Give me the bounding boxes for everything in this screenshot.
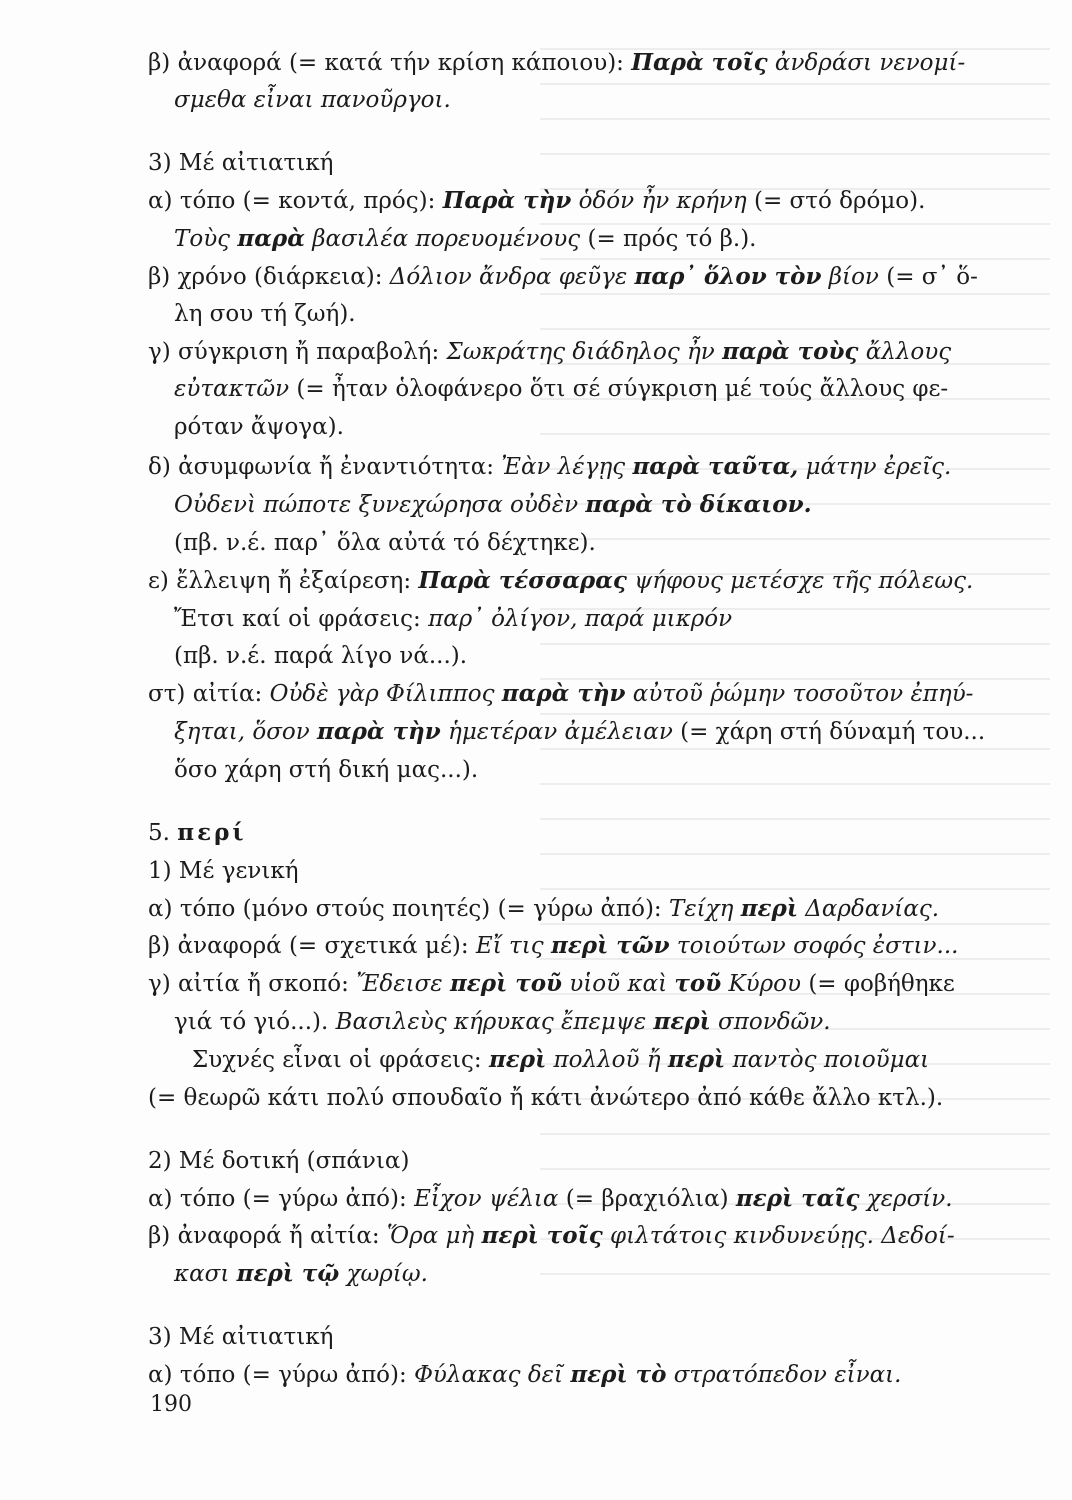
line-text: ε) ἔλλειψη ἤ ἐξαίρεση: bbox=[148, 568, 419, 594]
line-text: Ἔτσι καί οἱ φράσεις: bbox=[174, 606, 429, 632]
italic-greek-example: κασι bbox=[174, 1261, 237, 1287]
italic-greek-example: ἀνδράσι νενομί- bbox=[767, 50, 966, 76]
text-line bbox=[174, 528, 1044, 558]
text-line bbox=[174, 1259, 1044, 1289]
text-line bbox=[174, 1007, 1044, 1037]
bold-greek-term: περὶ τῷ bbox=[236, 1260, 340, 1287]
line-text: 5. bbox=[148, 820, 178, 846]
bold-greek-term: παρὰ τὸ δίκαιον. bbox=[585, 491, 812, 518]
line-text: (= βραχιόλια) bbox=[558, 1186, 736, 1212]
line-text: γ) σύγκριση ἤ παραβολή: bbox=[148, 339, 447, 365]
text-line bbox=[148, 856, 1018, 886]
text-line bbox=[148, 148, 1018, 178]
text-line bbox=[148, 931, 1018, 961]
line-text: (= ἦταν ὁλοφάνερο ὅτι σέ σύγκριση μέ τούς ἄλλους φε- bbox=[289, 376, 949, 402]
line-text: ὅσο χάρη στή δική μας...). bbox=[174, 757, 479, 783]
italic-greek-example: Δόλιον ἄνδρα φεῦγε bbox=[389, 264, 635, 290]
italic-greek-example: μάτην ἐρεῖς. bbox=[798, 454, 952, 480]
italic-greek-example: Κύρου bbox=[721, 971, 802, 997]
bold-greek-term: περὶ τοῦ bbox=[449, 970, 562, 997]
text-line bbox=[148, 48, 1018, 78]
text-line bbox=[148, 1360, 1018, 1390]
bold-greek-term: παρὰ τοὺς bbox=[722, 338, 859, 365]
italic-greek-example: ἡμετέραν ἀμέλειαν bbox=[440, 719, 673, 745]
line-text: (= πρός τό β.). bbox=[580, 226, 757, 252]
text-line bbox=[148, 566, 1018, 596]
line-text: στ) αἰτία: bbox=[148, 681, 270, 707]
italic-greek-example: ψήφους μετέσχε τῆς πόλεως. bbox=[626, 568, 974, 594]
italic-greek-example: Ὅρα μὴ bbox=[386, 1223, 482, 1249]
bold-greek-term: περὶ bbox=[740, 895, 798, 922]
line-text: (πβ. ν.έ. παρ᾽ ὅλα αὐτά τό δέχτηκε). bbox=[174, 530, 596, 556]
text-line bbox=[174, 604, 1044, 634]
line-text: 1) Μέ γενική bbox=[148, 858, 299, 884]
text-line bbox=[174, 755, 1044, 785]
text-line bbox=[174, 299, 1044, 329]
italic-greek-example: χερσίν. bbox=[859, 1186, 953, 1212]
section-heading: περί bbox=[177, 819, 247, 846]
bold-greek-term: περὶ bbox=[667, 1046, 726, 1073]
italic-greek-example: Οὐδὲ γὰρ Φίλιππος bbox=[269, 681, 502, 707]
italic-greek-example: Σωκράτης διάδηλος ἦν bbox=[446, 339, 723, 365]
bold-greek-term: περὶ bbox=[653, 1008, 711, 1035]
bold-greek-term: παρὰ τὴν bbox=[317, 718, 441, 745]
text-line bbox=[148, 337, 1018, 367]
line-text: 3) Μέ αἰτιατική bbox=[148, 150, 334, 176]
text-line bbox=[148, 186, 1018, 216]
text-line bbox=[148, 1146, 1018, 1176]
line-text: (= φοβήθηκε bbox=[801, 971, 955, 997]
bold-greek-term: περὶ ταῖς bbox=[735, 1185, 860, 1212]
text-line bbox=[148, 262, 1018, 292]
line-text: γ) αἰτία ἤ σκοπό: bbox=[148, 971, 357, 997]
line-text: β) ἀναφορά ἤ αἰτία: bbox=[148, 1223, 387, 1249]
italic-greek-example: υἱοῦ καὶ bbox=[562, 971, 675, 997]
italic-greek-example: εὐτακτῶν bbox=[174, 376, 290, 402]
italic-greek-example: Τείχη bbox=[668, 896, 741, 922]
bold-greek-term: Παρὰ τέσσαρας bbox=[418, 567, 627, 594]
line-text: Συχνές εἶναι οἱ φράσεις: bbox=[192, 1047, 489, 1073]
line-text: ρόταν ἄψογα). bbox=[174, 414, 344, 440]
italic-greek-example: Οὐδενὶ πώποτε ξυνεχώρησα οὐδὲν bbox=[174, 492, 586, 518]
italic-greek-example: στρατόπεδον εἶναι. bbox=[666, 1362, 902, 1388]
text-line bbox=[148, 1221, 1018, 1251]
line-text: (= χάρη στή δύναμή του... bbox=[672, 719, 986, 745]
italic-greek-example: σμεθα εἶναι πανοῦργοι. bbox=[174, 87, 451, 113]
text-line bbox=[174, 490, 1044, 520]
line-text: λη σου τή ζωή). bbox=[174, 301, 356, 327]
italic-greek-example: ἄλλους bbox=[858, 339, 952, 365]
italic-greek-example: ὁδόν ἦν κρήνη bbox=[571, 188, 747, 214]
italic-greek-example: βασιλέα πορευομένους bbox=[304, 226, 581, 252]
line-text: α) τόπο (= κοντά, πρός): bbox=[148, 188, 443, 214]
bold-greek-term: τοῦ bbox=[674, 970, 722, 997]
bold-greek-term: περὶ τῶν bbox=[550, 932, 670, 959]
line-text: (πβ. ν.έ. παρά λίγο νά...). bbox=[174, 643, 468, 669]
text-line bbox=[148, 969, 1018, 999]
italic-greek-example: παντὸς ποιοῦμαι bbox=[725, 1047, 930, 1073]
line-text: α) τόπο (μόνο στούς ποιητές) (= γύρω ἀπό): bbox=[148, 896, 669, 922]
italic-greek-example: Βασιλεὺς κήρυκας ἔπεμψε bbox=[335, 1009, 654, 1035]
italic-greek-example: ξηται, ὅσον bbox=[174, 719, 318, 745]
line-text: β) ἀναφορά (= κατά τήν κρίση κάποιου): bbox=[148, 50, 632, 76]
italic-greek-example: Ἔδεισε bbox=[356, 971, 450, 997]
line-text: 2) Μέ δοτική (σπάνια) bbox=[148, 1148, 410, 1174]
bold-greek-term: περὶ τὸ bbox=[570, 1361, 667, 1388]
italic-greek-example: χωρίῳ. bbox=[339, 1261, 428, 1287]
text-line bbox=[148, 894, 1018, 924]
line-text: (= σ᾽ ὅ- bbox=[878, 264, 978, 290]
bold-greek-term: περὶ τοῖς bbox=[481, 1222, 603, 1249]
text-line bbox=[148, 679, 1018, 709]
page-number: 190 bbox=[150, 1392, 192, 1417]
italic-greek-example: πολλοῦ ἤ bbox=[546, 1047, 668, 1073]
text-line bbox=[174, 641, 1044, 671]
text-line bbox=[174, 412, 1044, 442]
bold-greek-term: παρὰ bbox=[237, 225, 305, 252]
italic-greek-example: φιλτάτοις κινδυνεύῃς. Δεδοί- bbox=[602, 1223, 955, 1249]
text-line bbox=[148, 1083, 1018, 1113]
line-text: α) τόπο (= γύρω ἀπό): bbox=[148, 1362, 415, 1388]
italic-greek-example: Ἐὰν λέγῃς bbox=[501, 454, 633, 480]
italic-greek-example: αὐτοῦ ῥώμην τοσοῦτον ἐπηύ- bbox=[625, 681, 974, 707]
text-line bbox=[174, 224, 1044, 254]
bold-greek-term: παρὰ τὴν bbox=[501, 680, 626, 707]
bold-greek-term: Παρὰ τὴν bbox=[442, 187, 572, 214]
text-line bbox=[192, 1045, 1062, 1075]
line-text: γιά τό γιό...). bbox=[174, 1009, 336, 1035]
line-text: β) χρόνο (διάρκεια): bbox=[148, 264, 390, 290]
line-text: 3) Μέ αἰτιατική bbox=[148, 1324, 334, 1350]
line-text: (= θεωρῶ κάτι πολύ σπουδαῖο ἤ κάτι ἀνώτερο ἀπό κάθε ἄλλο κτλ.). bbox=[148, 1085, 944, 1111]
line-text: β) ἀναφορά (= σχετικά μέ): bbox=[148, 933, 476, 959]
text-line bbox=[148, 1184, 1018, 1214]
text-line bbox=[148, 1322, 1018, 1352]
italic-greek-example: Δαρδανίας. bbox=[797, 896, 940, 922]
text-line bbox=[174, 374, 1044, 404]
italic-greek-example: Εἴ τις bbox=[475, 933, 551, 959]
bold-greek-term: Παρὰ τοῖς bbox=[631, 49, 768, 76]
bold-greek-term: παρὰ ταῦτα, bbox=[632, 453, 799, 480]
text-line bbox=[148, 452, 1018, 482]
italic-greek-example: Εἶχον ψέλια bbox=[414, 1186, 559, 1212]
bold-greek-term: περὶ bbox=[488, 1046, 547, 1073]
line-text: δ) ἀσυμφωνία ἤ ἐναντιότητα: bbox=[148, 454, 502, 480]
italic-greek-example: βίον bbox=[821, 264, 879, 290]
text-line bbox=[174, 85, 1044, 115]
bold-greek-term: παρ᾽ ὅλον τὸν bbox=[634, 263, 822, 290]
text-line bbox=[148, 818, 1018, 848]
italic-greek-example: τοιούτων σοφός ἐστιν... bbox=[669, 933, 959, 959]
italic-greek-example: σπονδῶν. bbox=[710, 1009, 831, 1035]
line-text: α) τόπο (= γύρω ἀπό): bbox=[148, 1186, 415, 1212]
text-line bbox=[174, 717, 1044, 747]
italic-greek-example: παρ᾽ ὀλίγον, παρά μικρόν bbox=[428, 606, 733, 632]
italic-greek-example: Τοὺς bbox=[174, 226, 238, 252]
line-text: (= στό δρόμο). bbox=[746, 188, 926, 214]
italic-greek-example: Φύλακας δεῖ bbox=[414, 1362, 571, 1388]
